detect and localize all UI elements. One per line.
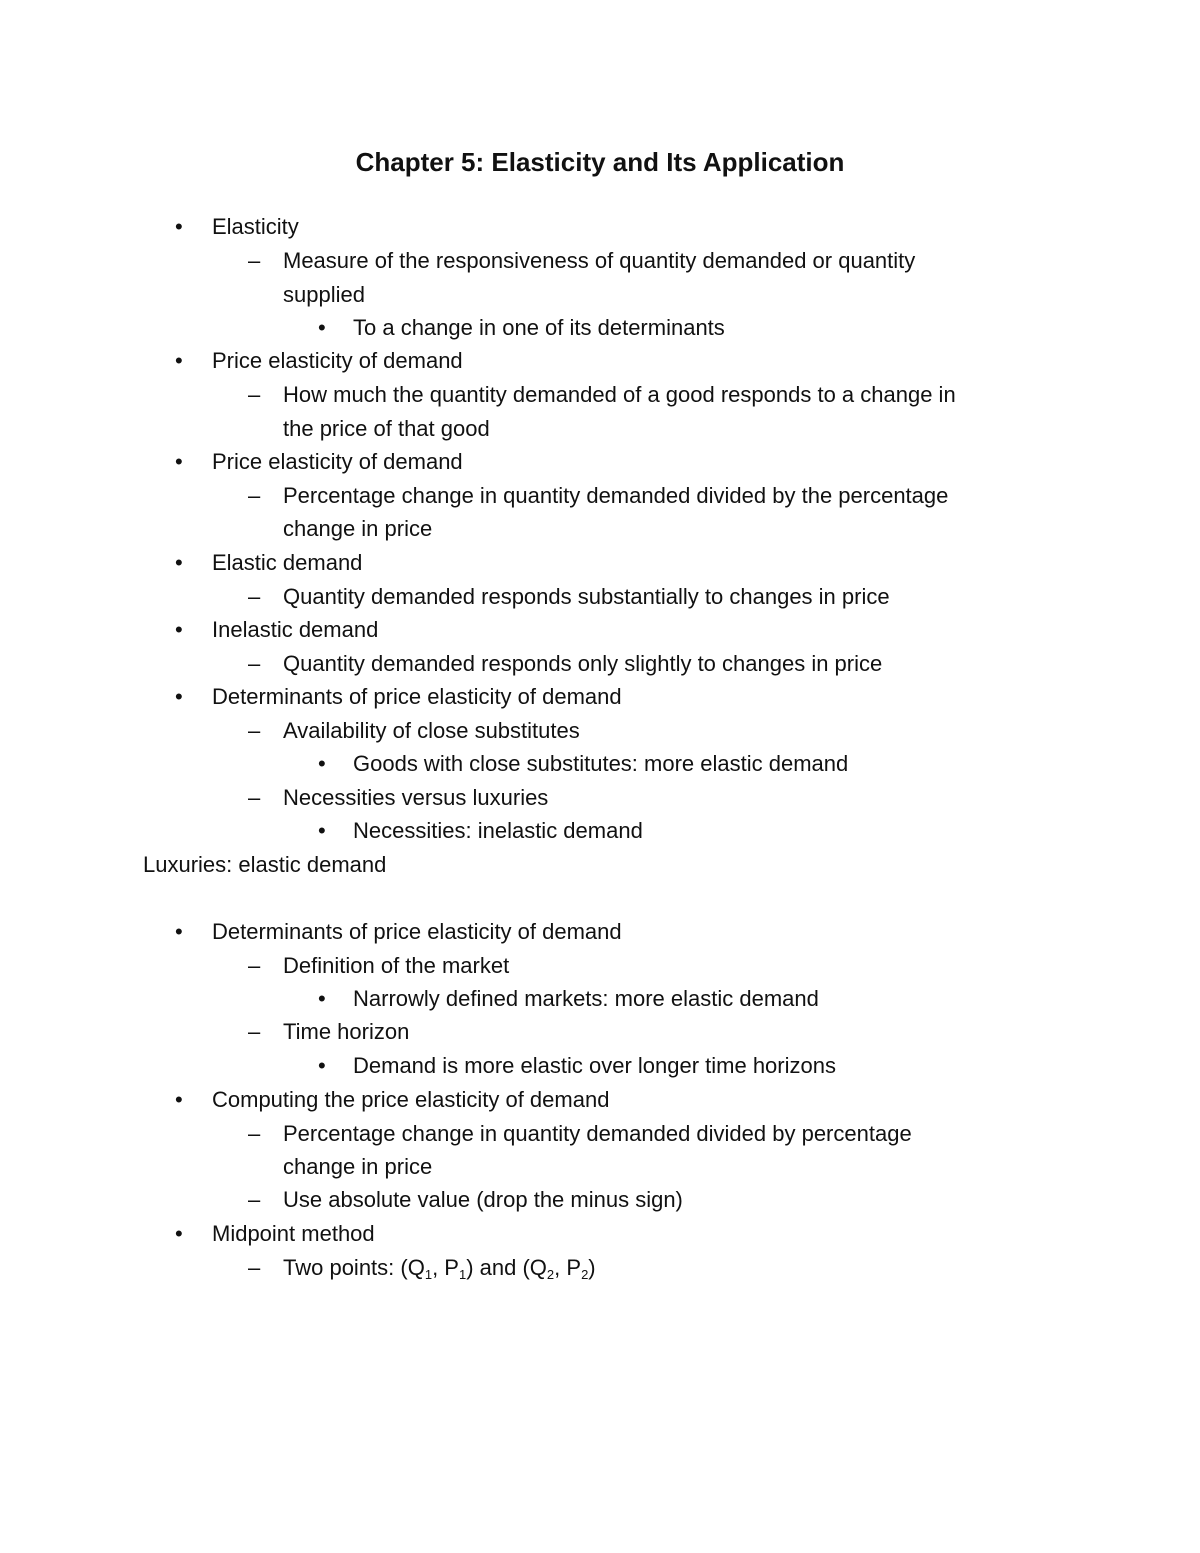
dash-icon: – [248,953,261,978]
list-item: Determinants of price elasticity of demand [212,684,622,709]
list-item: Quantity demanded responds substantially to changes in price [283,584,890,609]
bullet-icon: • [318,1053,326,1078]
list-item: Price elasticity of demand [212,348,463,373]
list-item: change in price [283,1154,433,1179]
list-item: How much the quantity demanded of a good responds to a change in [283,382,956,407]
list-item: Percentage change in quantity demanded divided by percentage [283,1121,912,1146]
list-item: Elastic demand [212,550,363,575]
bullet-icon: • [318,315,326,340]
bullet-icon: • [175,617,183,642]
dash-icon: – [248,1019,261,1044]
list-item: Elasticity [212,214,299,239]
bullet-icon: • [175,1221,183,1246]
formula-text: ) and (Q [466,1255,547,1280]
list-item: Use absolute value (drop the minus sign) [283,1187,683,1212]
bullet-icon: • [175,214,183,239]
bullet-icon: • [175,449,183,474]
formula-text: Two points: (Q [283,1255,425,1280]
list-item: Necessities versus luxuries [283,785,549,810]
bullet-icon: • [175,348,183,373]
list-item: Narrowly defined markets: more elastic demand [353,986,819,1011]
list-item: Determinants of price elasticity of demand [212,919,622,944]
dash-icon: – [248,382,261,407]
bullet-icon: • [318,751,326,776]
list-item: Necessities: inelastic demand [353,818,643,843]
list-item: Computing the price elasticity of demand [212,1087,610,1112]
dash-icon: – [248,651,261,676]
list-item: Luxuries: elastic demand [143,852,387,877]
subscript: 2 [581,1267,589,1282]
list-item: Definition of the market [283,953,510,978]
list-item: change in price [283,516,433,541]
dash-icon: – [248,1255,261,1280]
list-item: Measure of the responsiveness of quantity demanded or quantity [283,248,916,273]
two-points-formula [283,1254,596,1282]
dash-icon: – [248,1187,261,1212]
bullet-icon: • [175,1087,183,1112]
list-item: the price of that good [283,416,490,441]
dash-icon: – [248,248,261,273]
dash-icon: – [248,718,261,743]
subscript: 2 [546,1267,555,1282]
bullet-icon: • [175,550,183,575]
page-title: Chapter 5: Elasticity and Its Application [355,147,845,177]
list-item: Goods with close substitutes: more elastic demand [353,751,849,776]
formula-text: , P [554,1255,582,1280]
list-item: Inelastic demand [212,617,379,642]
subscript: 1 [424,1267,433,1282]
list-item: Price elasticity of demand [212,449,463,474]
dash-icon: – [248,483,261,508]
list-item: Demand is more elastic over longer time horizons [353,1053,836,1078]
formula-text: ) [588,1255,596,1280]
list-item: Quantity demanded responds only slightly to changes in price [283,651,883,676]
dash-icon: – [248,1121,261,1146]
bullet-icon: • [175,919,183,944]
list-item: Time horizon [283,1019,410,1044]
bullet-icon: • [175,684,183,709]
bullet-icon: • [318,986,326,1011]
list-item: Availability of close substitutes [283,718,580,743]
list-item: supplied [283,282,365,307]
bullet-icon: • [318,818,326,843]
list-item: Midpoint method [212,1221,375,1246]
dash-icon: – [248,785,261,810]
subscript: 1 [458,1267,467,1282]
dash-icon: – [248,584,261,609]
list-item: To a change in one of its determinants [353,315,725,340]
formula-text: , P [432,1255,459,1280]
list-item: Percentage change in quantity demanded divided by the percentage [283,483,949,508]
